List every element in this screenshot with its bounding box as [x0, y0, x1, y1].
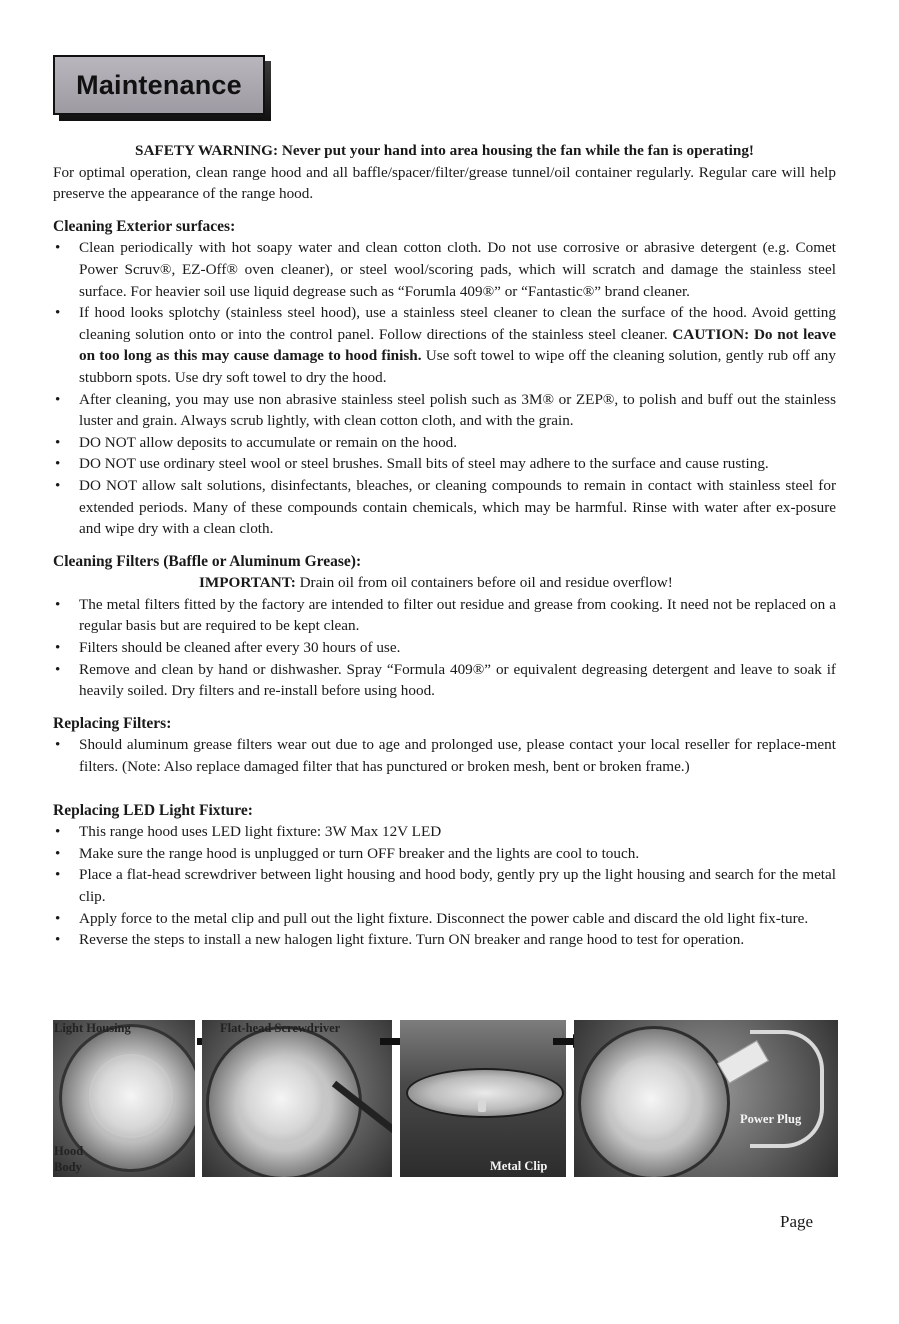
replacing-filters-heading: Replacing Filters: [53, 714, 172, 732]
power-cable [750, 1030, 824, 1148]
list-item: • Reverse the steps to install a new halogen light fixture. Turn ON breaker and range hood to test for operation. [53, 929, 836, 951]
replacing-filters-list [53, 734, 836, 777]
lens [608, 1056, 694, 1142]
filters-list [53, 594, 836, 702]
list-item: • DO NOT use ordinary steel wool or steel brushes. Small bits of steel may adhere to the surface and cause rusting. [53, 453, 836, 475]
label-power-plug: Power Plug [740, 1112, 802, 1126]
list-item: • Apply force to the metal clip and pull out the light fixture. Disconnect the power cable and discard the old light fix-ture. [53, 908, 836, 930]
metal-clip-icon [478, 1100, 486, 1112]
label-screwdriver: Flat-head Screwdriver [220, 1021, 341, 1035]
intro-paragraph: For optimal operation, clean range hood and all baffle/spacer/filter/grease tunnel/oil container regularly. Regular care will help preserve the appearance of the range hood. [53, 163, 836, 203]
body-content [53, 140, 836, 951]
lens [238, 1056, 324, 1142]
caution-text: CAUTION: Do not leave on too long as this may cause damage to hood finish. [79, 325, 836, 365]
label-body: Body [54, 1160, 82, 1174]
list-item: • The metal filters fitted by the factory are intended to filter out residue and grease from cooking. It need not be replaced on a regular basis but are required to be kept clean. [53, 594, 836, 637]
exterior-heading: Cleaning Exterior surfaces: [53, 217, 236, 235]
page-title: Maintenance [76, 69, 242, 100]
section-title-box [53, 55, 265, 115]
list-item: • Make sure the range hood is unplugged or turn OFF breaker and the lights are cool to touch. [53, 843, 836, 865]
important-text: Drain oil from oil containers before oil and residue overflow! [295, 574, 673, 592]
safety-warning: SAFETY WARNING: Never put your hand into area housing the fan while the fan is operating! [135, 142, 754, 159]
list-item: • Remove and clean by hand or dishwasher. Spray “Formula 409®” or equivalent degreasing detergent and leave to soak if heavily soiled. Dry filters and re-install before using hood. [53, 659, 836, 702]
photo-screwdriver [202, 1020, 392, 1177]
list-item [53, 302, 836, 388]
list-item: • After cleaning, you may use non abrasive stainless steel polish such as 3M® or ZEP®, to polish and buff out the stainless luster and grain. Always scrub lightly, with clean cotton cloth, and with the grain. [53, 389, 836, 432]
item-text: If hood looks splotchy (stainless steel hood), use a stainless steel cleaner to clean the surface of the hood. Avoid getting cleaning solution onto or into the control panel. Follow directions of the stainless steel cleaner. [79, 304, 836, 343]
list-item: • Place a flat-head screwdriver between light housing and hood body, gently pry up the light housing and search for the metal clip. [53, 864, 836, 907]
instruction-photos [53, 1020, 838, 1177]
lens [89, 1054, 173, 1138]
important-note [53, 572, 836, 594]
label-metal-clip: Metal Clip [490, 1159, 548, 1173]
title-plate [53, 55, 265, 115]
important-label: IMPORTANT: [199, 574, 296, 592]
label-light-housing: Light Housing [54, 1021, 131, 1035]
list-item: • Filters should be cleaned after every 30 hours of use. [53, 637, 836, 659]
list-item: • This range hood uses LED light fixture: 3W Max 12V LED [53, 821, 836, 843]
item-text: Use soft towel to wipe off the cleaning solution, gently rub off any stubborn spots. Use dry soft towel to dry the hood. [79, 347, 836, 386]
list-item: • DO NOT allow salt solutions, disinfectants, bleaches, or cleaning compounds to remain in contact with stainless steel for extended periods. Many of these compounds contain chemicals, which may be harmful. Rinse with water after ex-posure and wipe dry with a clean cloth. [53, 475, 836, 540]
list-item: • Clean periodically with hot soapy water and clean cotton cloth. Do not use corrosive or abrasive detergent (e.g. Comet Power Scruv®, EZ-Off® oven cleaner), or steel wool/scoring pads, which will scratch and damage the stainless steel surface. For heavier soil use liquid degrease such as “Forumla 409®” or “Fantastic®” brand cleaner. [53, 237, 836, 302]
led-heading: Replacing LED Light Fixture: [53, 801, 253, 819]
led-list [53, 821, 836, 951]
list-item: • DO NOT allow deposits to accumulate or remain on the hood. [53, 432, 836, 454]
photo-power-plug [574, 1020, 838, 1177]
photo-light-housing [53, 1020, 195, 1177]
list-item: • Should aluminum grease filters wear out due to age and prolonged use, please contact your local reseller for replace-ment filters. (Note: Also replace damaged filter that has punctured or broken mesh, bent or broken frame.) [53, 734, 836, 777]
photo-metal-clip [400, 1020, 566, 1177]
filters-heading: Cleaning Filters (Baffle or Aluminum Grease): [53, 552, 362, 570]
exterior-list [53, 237, 836, 539]
page-label: Page [780, 1212, 814, 1231]
label-hood: Hood [54, 1144, 84, 1158]
